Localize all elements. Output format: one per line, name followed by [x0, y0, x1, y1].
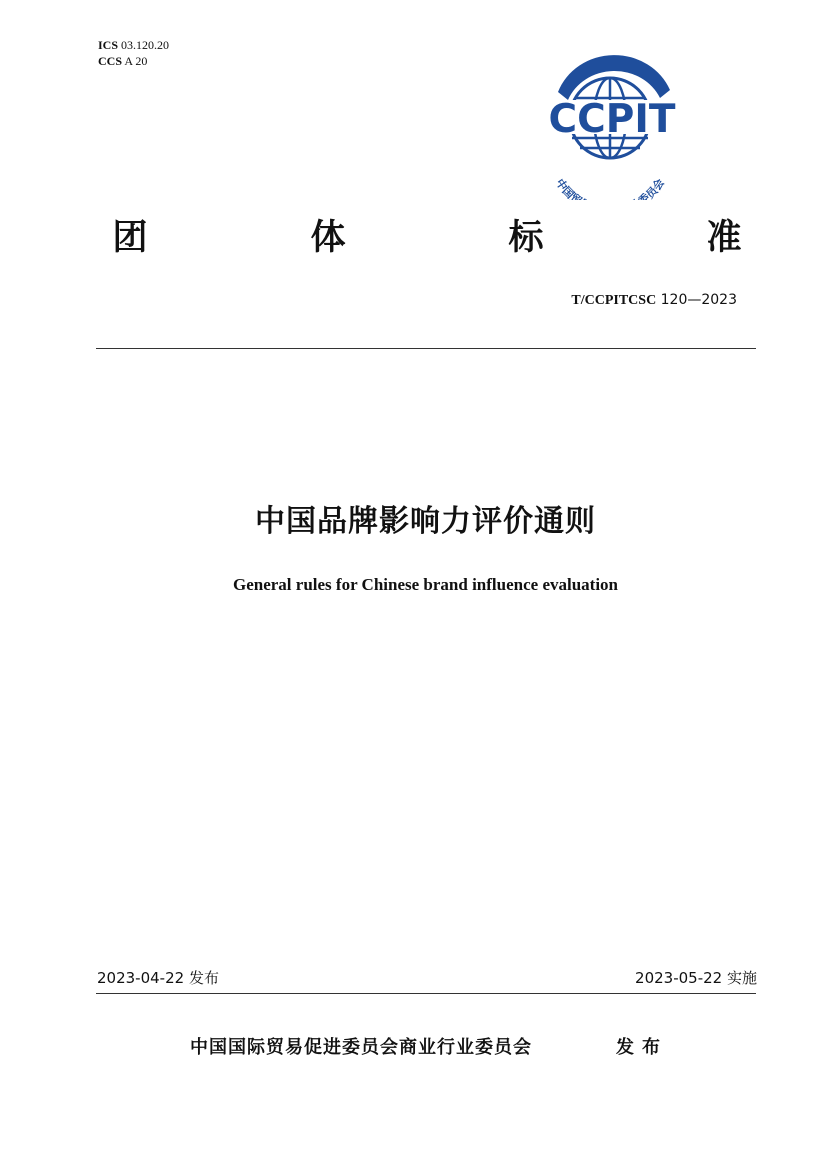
ccs-value: A 20 [124, 54, 148, 68]
page-title-english: General rules for Chinese brand influence evaluation [232, 575, 618, 594]
publish-label: 发布 [616, 1037, 668, 1058]
implement-date: 2023-05-22 实施 [635, 969, 757, 987]
standard-type-char-3: 标 [508, 218, 544, 258]
ics-value: 03.120.20 [121, 38, 170, 52]
top-divider [96, 348, 756, 349]
standard-number-prefix: T/CCPITCSC [571, 293, 657, 308]
standard-type-char-4: 准 [706, 218, 742, 258]
page-title-chinese: 中国品牌影响力评价通则 [255, 504, 596, 539]
ccs-code [98, 54, 147, 68]
ccs-label: CCS [98, 54, 123, 68]
standard-number [571, 291, 737, 310]
logo-text: CCPIT [548, 97, 676, 142]
standard-type-char-2: 体 [310, 218, 346, 258]
svg-text:中国贸促会商业行业委员会 [553, 176, 667, 200]
ccpit-globe-icon [530, 48, 690, 200]
ccpit-logo [530, 48, 690, 200]
logo-org-text: 中国贸 委员会 [553, 176, 667, 200]
standard-number-value: 120—2023 [660, 292, 737, 308]
ics-label: ICS [98, 38, 119, 52]
publisher-name: 中国国际贸易促进委员会商业行业委员会 [190, 1037, 532, 1058]
standard-type-char-1: 团 [112, 218, 148, 258]
issue-date: 2023-04-22 发布 [97, 969, 219, 987]
bottom-divider [96, 993, 756, 994]
ics-code [98, 38, 169, 52]
